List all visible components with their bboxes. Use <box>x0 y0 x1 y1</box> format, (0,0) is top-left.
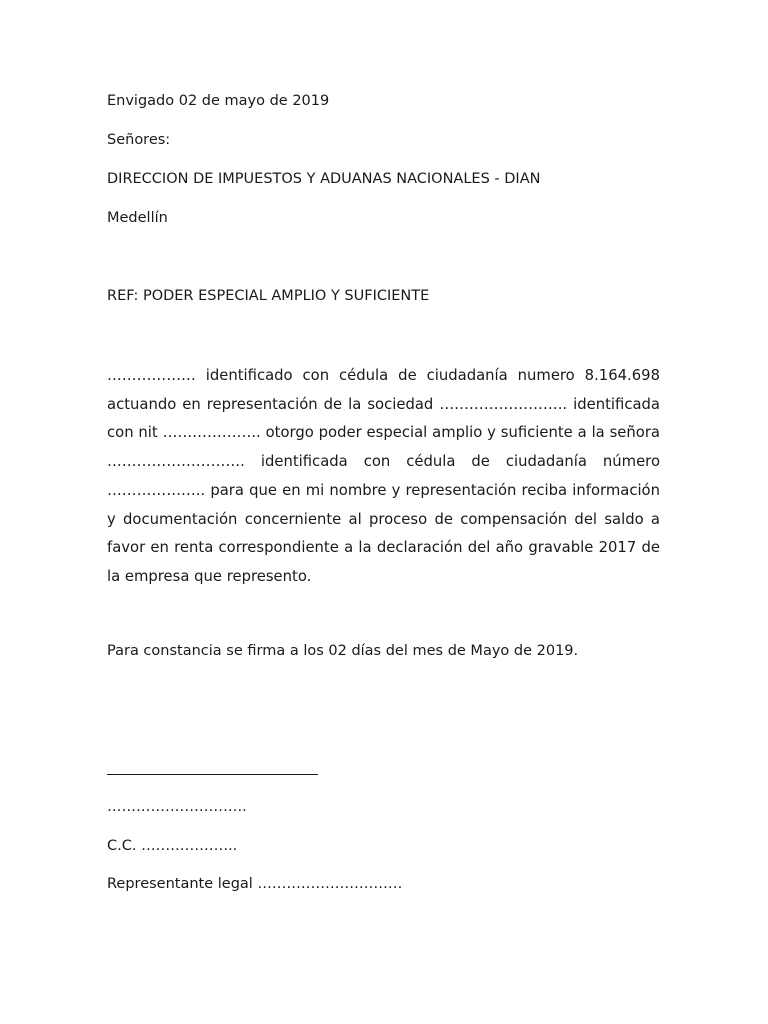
body-paragraph: ……………… identificado con cédula de ciudadanía numero 8.164.698 actuando en representación de la sociedad …………………….. identificada con nit ……………….. otorgo poder especial amplio y suficiente a la señora ………………………. identificada con cédula de ciudadanía número ……………….. para que en mi nombre y representación reciba información y documentación concerniente al proceso de compensación del saldo a favor en renta correspondiente a la declaración del año gravable 2017 de la empresa que represento. <box>107 367 660 585</box>
signer-role: Representante legal ………………………… <box>107 876 403 892</box>
signer-id: C.C. ……………….. <box>107 838 238 854</box>
reference-line: REF: PODER ESPECIAL AMPLIO Y SUFICIENTE <box>107 288 430 304</box>
city: Medellín <box>107 210 168 226</box>
letter-page <box>107 0 660 1024</box>
closing-line: Para constancia se firma a los 02 días del mes de Mayo de 2019. <box>107 643 579 659</box>
place-date: Envigado 02 de mayo de 2019 <box>107 93 330 109</box>
signer-name: ……………………….. <box>107 799 247 815</box>
signature-line <box>107 774 318 775</box>
recipient: DIRECCION DE IMPUESTOS Y ADUANAS NACIONALES - DIAN <box>107 171 541 187</box>
salutation: Señores: <box>107 132 171 148</box>
